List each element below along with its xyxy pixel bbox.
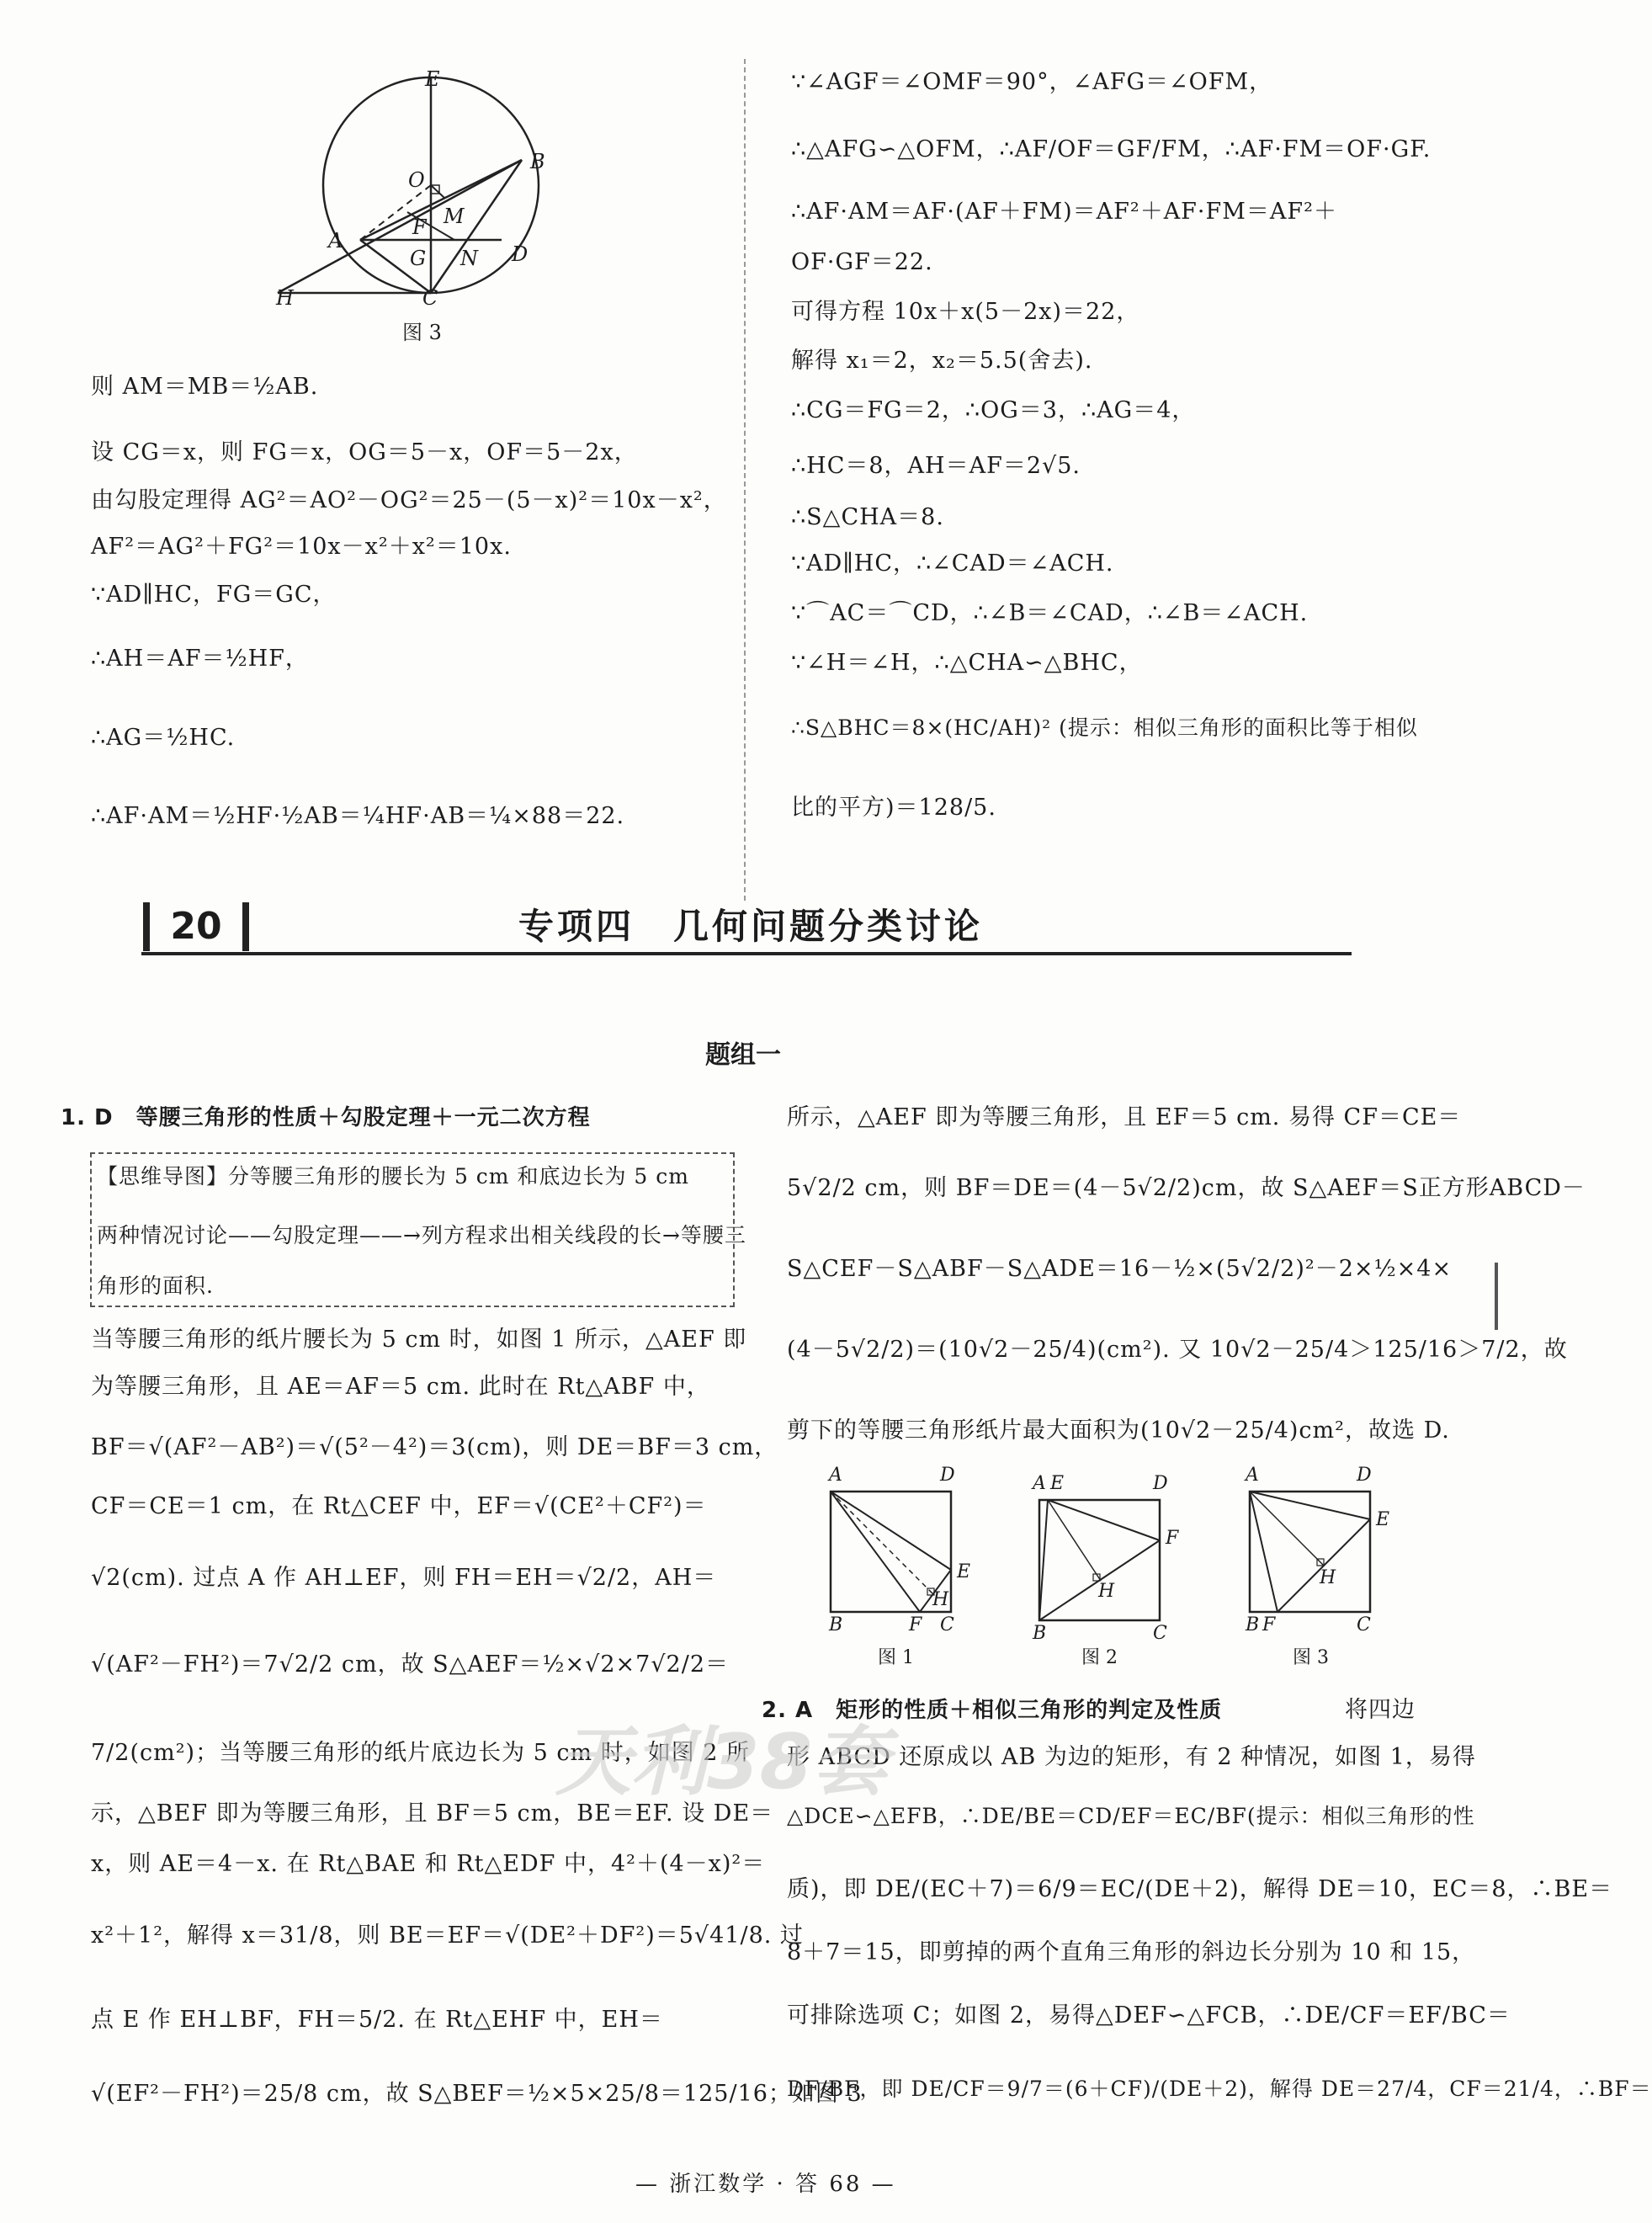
solution-line: √(AF²－FH²)＝7√2/2 cm，故 S△AEF＝½×√2×7√2/2＝ bbox=[91, 1651, 729, 1678]
solution-line: 7/2(cm²)；当等腰三角形的纸片底边长为 5 cm 时，如图 2 所 bbox=[91, 1740, 751, 1766]
figure-label: B bbox=[530, 150, 545, 173]
figure-label: D bbox=[512, 242, 529, 266]
page-footer: — 浙江数学 · 答 68 — bbox=[635, 2172, 896, 2197]
solution-line: 点 E 作 EH⊥BF，FH＝5/2. 在 Rt△EHF 中，EH＝ bbox=[91, 2007, 663, 2033]
solution-line: ∵∠H＝∠H，∴△CHA∽△BHC， bbox=[791, 650, 1143, 676]
solution-line: ∵AD∥HC，FG＝GC， bbox=[91, 582, 337, 608]
solution-line: 可得方程 10x＋x(5－2x)＝22， bbox=[791, 299, 1140, 325]
figure-label: O bbox=[408, 168, 425, 192]
square-figure-1 bbox=[829, 1490, 972, 1616]
solution-line: ∴S△CHA＝8. bbox=[791, 504, 944, 530]
solution-line: 当等腰三角形的纸片腰长为 5 cm 时，如图 1 所示，△AEF 即 bbox=[91, 1327, 747, 1353]
figure-label: C bbox=[1357, 1614, 1371, 1635]
figure-label: C bbox=[1153, 1623, 1167, 1644]
solution-line: ∴AF·AM＝AF·(AF＋FM)＝AF²＋AF·FM＝AF²＋ bbox=[791, 199, 1337, 225]
figure-label: D bbox=[1153, 1473, 1168, 1494]
solution-line: ∵⌒AC＝⌒CD，∴∠B＝∠CAD，∴∠B＝∠ACH. bbox=[791, 600, 1309, 626]
solution-line: 解得 x₁＝2，x₂＝5.5(舍去). bbox=[791, 348, 1093, 374]
solution-line: 8＋7＝15，即剪掉的两个直角三角形的斜边长分别为 10 和 15， bbox=[787, 1939, 1476, 1965]
figure-label: C bbox=[422, 286, 438, 310]
solution-line: ∵AD∥HC，∴∠CAD＝∠ACH. bbox=[791, 550, 1114, 577]
figure-label: D bbox=[940, 1465, 955, 1486]
solution-line: 形 ABCD 还原成以 AB 为边的矩形，有 2 种情况，如图 1，易得 bbox=[787, 1744, 1476, 1770]
figure-label: B bbox=[829, 1614, 843, 1635]
group-heading: 题组一 bbox=[705, 1040, 781, 1070]
solution-line: x，则 AE＝4－x. 在 Rt△BAE 和 Rt△EDF 中，4²＋(4－x)²＝ bbox=[91, 1851, 766, 1877]
figure-label: B bbox=[1246, 1614, 1260, 1635]
question-heading: 1. D 等腰三角形的性质＋勾股定理＋一元二次方程 bbox=[61, 1105, 591, 1130]
solution-line: DF/BF，即 DE/CF＝9/7＝(6＋CF)/(DE＋2)，解得 DE＝27/4，CF＝21/4，∴BF＝ bbox=[787, 2077, 1652, 2101]
figure-label: B bbox=[1033, 1623, 1047, 1644]
solution-line: 所示，△AEF 即为等腰三角形，且 EF＝5 cm. 易得 CF＝CE＝ bbox=[787, 1104, 1462, 1130]
solution-line: 将四边 bbox=[1345, 1697, 1416, 1723]
solution-line: ∴AH＝AF＝½HF， bbox=[91, 646, 309, 672]
figure-label: F bbox=[1166, 1528, 1179, 1549]
solution-line: ∵∠AGF＝∠OMF＝90°，∠AFG＝∠OFM， bbox=[791, 69, 1273, 95]
mind-map-line: 【思维导图】分等腰三角形的腰长为 5 cm 和底边长为 5 cm bbox=[97, 1164, 689, 1189]
figure-label: H bbox=[932, 1589, 949, 1610]
solution-line: 则 AM＝MB＝½AB. bbox=[91, 374, 319, 400]
solution-line: 设 CG＝x，则 FG＝x，OG＝5－x，OF＝5－2x， bbox=[91, 439, 638, 465]
solution-line: S△CEF－S△ABF－S△ADE＝16－½×(5√2/2)²－2×½×4× bbox=[787, 1256, 1453, 1282]
solution-line: 为等腰三角形，且 AE＝AF＝5 cm. 此时在 Rt△ABF 中， bbox=[91, 1374, 710, 1400]
figure-label: D bbox=[1357, 1465, 1372, 1486]
figure-caption: 图 2 bbox=[1081, 1647, 1118, 1668]
figure-label: F bbox=[1262, 1614, 1276, 1635]
figure-label: E bbox=[1050, 1473, 1065, 1494]
solution-line: △DCE∽△EFB，∴DE/BE＝CD/EF＝EC/BF(提示：相似三角形的性 bbox=[787, 1804, 1475, 1828]
figure-caption: 图 3 bbox=[402, 321, 442, 344]
solution-line: 可排除选项 C；如图 2，易得△DEF∽△FCB，∴DE/CF＝EF/BC＝ bbox=[787, 2002, 1511, 2029]
solution-line: 由勾股定理得 AG²＝AO²－OG²＝25－(5－x)²＝10x－x²， bbox=[91, 487, 727, 513]
section-rule bbox=[141, 952, 1352, 955]
figure-label: E bbox=[425, 67, 440, 91]
figure-label: E bbox=[957, 1561, 971, 1582]
watermark: 天利38套 bbox=[555, 1718, 889, 1806]
solution-line: ∴AF·AM＝½HF·½AB＝¼HF·AB＝¼×88＝22. bbox=[91, 803, 625, 829]
solution-line: 质)，即 DE/(EC＋7)＝6/9＝EC/(DE＋2)，解得 DE＝10，EC＝8，∴BE＝ bbox=[787, 1876, 1613, 1902]
solution-line: CF＝CE＝1 cm，在 Rt△CEF 中，EF＝√(CE²＋CF²)＝ bbox=[91, 1493, 707, 1519]
solution-line: (4－5√2/2)＝(10√2－25/4)(cm²). 又 10√2－25/4＞125/16＞7/2，故 bbox=[787, 1337, 1568, 1363]
solution-line: 示，△BEF 即为等腰三角形，且 BF＝5 cm，BE＝EF. 设 DE＝ bbox=[91, 1800, 774, 1827]
solution-line: √2(cm). 过点 A 作 AH⊥EF，则 FH＝EH＝√2/2，AH＝ bbox=[91, 1565, 717, 1591]
solution-line: ∴HC＝8，AH＝AF＝2√5. bbox=[791, 453, 1081, 479]
solution-line: ∴△AFG∽△OFM，∴AF/OF＝GF/FM，∴AF·FM＝OF·GF. bbox=[791, 136, 1432, 162]
scan-mark bbox=[1495, 1263, 1498, 1330]
square-figure-3 bbox=[1248, 1490, 1383, 1616]
figure-label: A bbox=[1033, 1473, 1046, 1494]
section-number: 20 bbox=[143, 902, 249, 951]
solution-line: ∴S△BHC＝8×(HC/AH)² (提示：相似三角形的面积比等于相似 bbox=[791, 715, 1418, 740]
figure-caption: 图 1 bbox=[878, 1647, 914, 1668]
solution-line: ∴AG＝½HC. bbox=[91, 725, 236, 751]
solution-line: OF·GF＝22. bbox=[791, 249, 933, 275]
figure-label: A bbox=[1246, 1465, 1259, 1486]
figure-label: A bbox=[328, 229, 343, 253]
figure-label: H bbox=[1320, 1567, 1336, 1588]
solution-line: 比的平方)＝128/5. bbox=[791, 795, 996, 821]
figure-label: F bbox=[412, 215, 427, 239]
solution-line: ∴CG＝FG＝2，∴OG＝3，∴AG＝4， bbox=[791, 397, 1196, 423]
solution-line: BF＝√(AF²－AB²)＝√(5²－4²)＝3(cm)，则 DE＝BF＝3 cm， bbox=[91, 1434, 778, 1460]
mind-map-line: 角形的面积. bbox=[97, 1274, 214, 1298]
question-heading: 2. A 矩形的性质＋相似三角形的判定及性质 bbox=[762, 1698, 1223, 1723]
circle-figure bbox=[269, 59, 572, 337]
figure-label: E bbox=[1376, 1509, 1390, 1530]
figure-label: A bbox=[829, 1465, 842, 1486]
figure-label: N bbox=[460, 247, 478, 270]
solution-line: √(EF²－FH²)＝25/8 cm，故 S△BEF＝½×5×25/8＝125/16；如图 3 bbox=[91, 2081, 863, 2107]
solution-line: 5√2/2 cm，则 BF＝DE＝(4－5√2/2)cm，故 S△AEF＝S正方形ABCD－ bbox=[787, 1175, 1586, 1201]
mind-map-line: 两种情况讨论——勾股定理——→列方程求出相关线段的长→等腰三 bbox=[97, 1223, 746, 1247]
figure-label: G bbox=[410, 247, 427, 270]
figure-label: H bbox=[276, 286, 294, 310]
column-divider bbox=[744, 59, 746, 901]
figure-label: H bbox=[1098, 1581, 1115, 1602]
solution-line: 剪下的等腰三角形纸片最大面积为(10√2－25/4)cm²，故选 D. bbox=[787, 1417, 1450, 1444]
figure-label: M bbox=[444, 205, 465, 228]
section-title: 专项四 几何问题分类讨论 bbox=[518, 906, 984, 947]
figure-caption: 图 3 bbox=[1293, 1647, 1329, 1668]
figure-label: C bbox=[940, 1614, 954, 1635]
figure-label: F bbox=[909, 1614, 922, 1635]
solution-line: x²＋1²，解得 x＝31/8，则 BE＝EF＝√(DE²＋DF²)＝5√41/8. 过 bbox=[91, 1923, 804, 1949]
square-figure-2 bbox=[1038, 1498, 1172, 1625]
solution-line: AF²＝AG²＋FG²＝10x－x²＋x²＝10x. bbox=[91, 534, 512, 560]
